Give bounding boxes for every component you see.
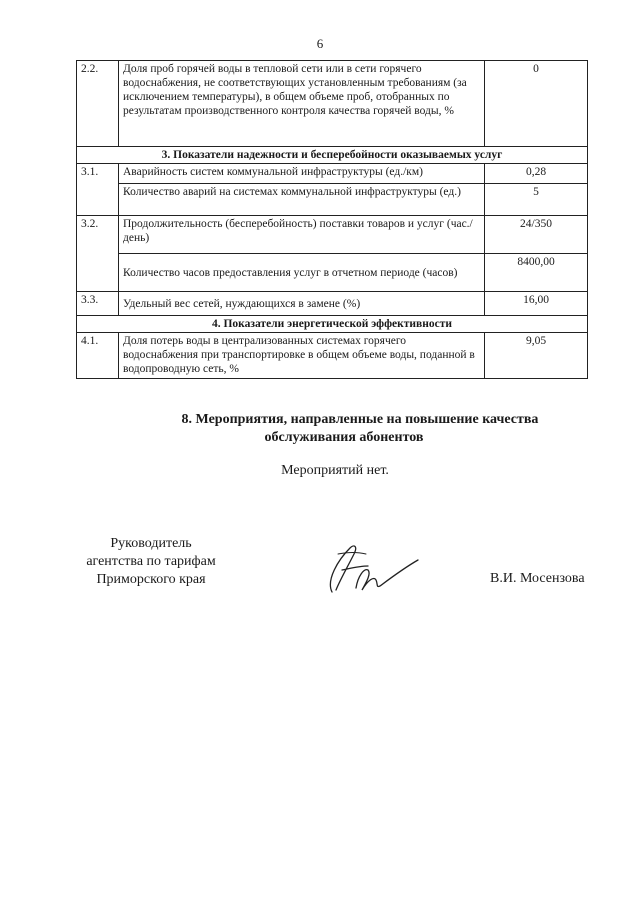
signatory-position bbox=[76, 535, 226, 589]
row-text: Аварийность систем коммунальной инфраструктуры (ед./км) bbox=[119, 164, 485, 184]
row-value: 16,00 bbox=[485, 292, 588, 316]
signatory-name: В.И. Мосензова bbox=[490, 571, 585, 586]
position-line: Приморского края bbox=[96, 572, 206, 587]
table-row bbox=[77, 61, 588, 147]
section-header bbox=[77, 316, 588, 333]
indicators-table bbox=[76, 60, 588, 379]
row-value: 5 bbox=[485, 184, 588, 216]
section-title: 3. Показатели надежности и бесперебойности оказываемых услуг bbox=[77, 147, 588, 164]
table-row bbox=[77, 216, 588, 254]
heading-line-2: обслуживания абонентов bbox=[264, 430, 424, 445]
row-text: Количество аварий на системах коммунальной инфраструктуры (ед.) bbox=[119, 184, 485, 216]
handwritten-signature bbox=[318, 540, 428, 600]
page-number: 6 bbox=[316, 36, 324, 51]
section-header bbox=[77, 147, 588, 164]
row-value: 0 bbox=[485, 61, 588, 147]
row-number: 3.1. bbox=[77, 164, 119, 216]
section-8-heading bbox=[0, 411, 640, 447]
row-number: 3.3. bbox=[77, 292, 119, 316]
row-number: 2.2. bbox=[77, 61, 119, 147]
table-row bbox=[77, 333, 588, 379]
row-text: Удельный вес сетей, нуждающихся в замене (%) bbox=[119, 292, 485, 316]
row-value: 9,05 bbox=[485, 333, 588, 379]
section-title: 4. Показатели энергетической эффективности bbox=[77, 316, 588, 333]
table-row bbox=[77, 254, 588, 292]
table-row bbox=[77, 292, 588, 316]
row-text: Продолжительность (бесперебойность) поставки товаров и услуг (час./день) bbox=[119, 216, 485, 254]
row-text: Доля потерь воды в централизованных системах горячего водоснабжения при транспортировке в общем объеме воды, поданной в водопроводную сеть, % bbox=[119, 333, 485, 379]
position-line: агентства по тарифам bbox=[86, 554, 216, 569]
row-value: 0,28 bbox=[485, 164, 588, 184]
row-text: Доля проб горячей воды в тепловой сети или в сети горячего водоснабжения, не соответствующих установленным требованиям (за исключением температуры), в общем объеме проб, отобранных по результатам производственного контроля качества горячей воды, % bbox=[119, 61, 485, 147]
table-row bbox=[77, 164, 588, 184]
heading-line-1: 8. Мероприятия, направленные на повышение качества bbox=[181, 412, 539, 427]
position-line: Руководитель bbox=[110, 536, 192, 551]
row-number: 4.1. bbox=[77, 333, 119, 379]
row-value: 8400,00 bbox=[485, 254, 588, 292]
table-row bbox=[77, 184, 588, 216]
row-number: 3.2. bbox=[77, 216, 119, 292]
row-value: 24/350 bbox=[485, 216, 588, 254]
no-measures-text: Мероприятий нет. bbox=[281, 463, 389, 478]
row-text: Количество часов предоставления услуг в отчетном периоде (часов) bbox=[119, 254, 485, 292]
